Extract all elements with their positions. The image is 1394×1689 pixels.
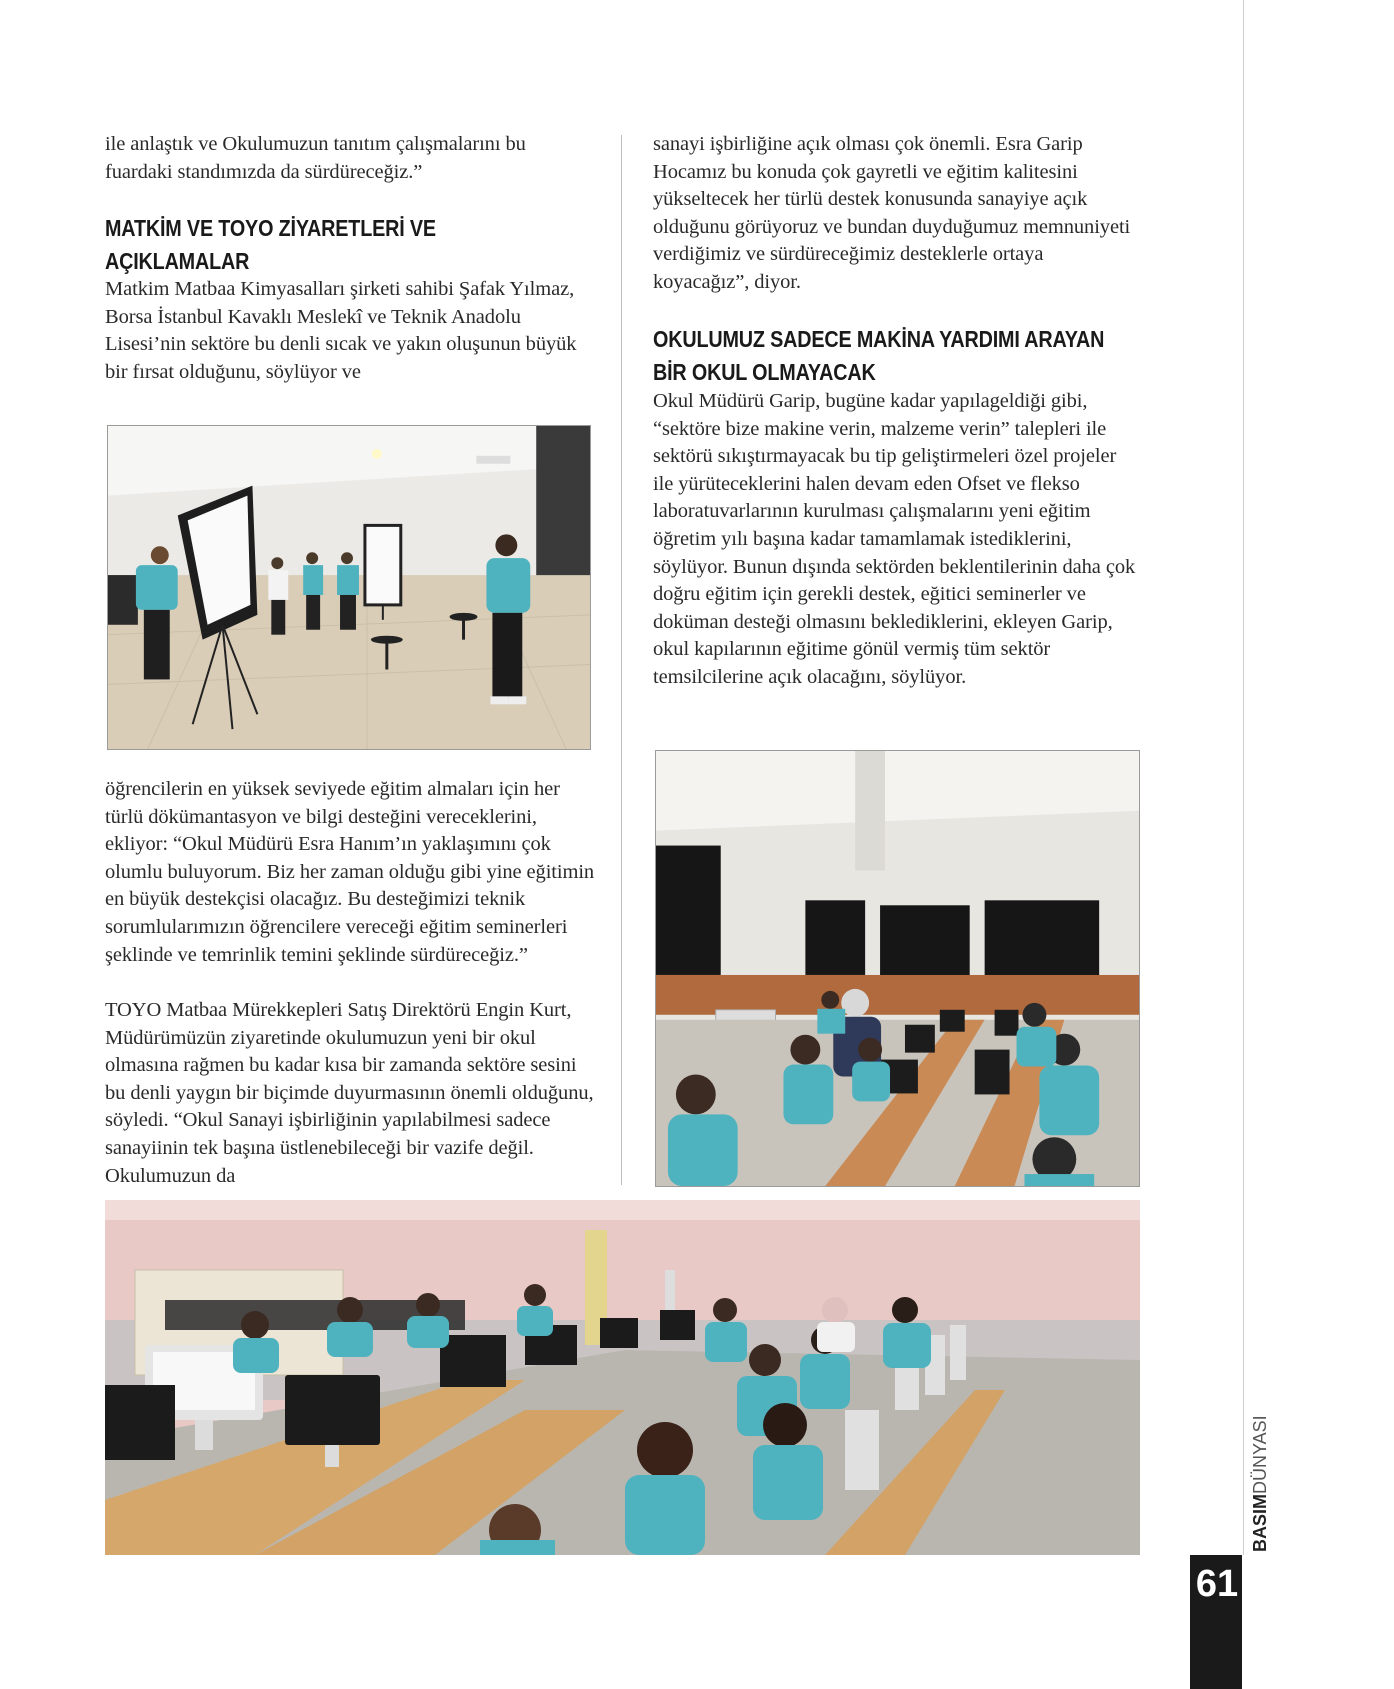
magazine-label — [1238, 1415, 1278, 1552]
photo-computer-lab — [655, 750, 1140, 1187]
col2-top-text: sanayi işbirliğine açık olması çok önemli. Esra Garip Hocamız bu konuda çok gayretli ve eğitim kalitesini yükseltecek her türlü destek konusunda sanayiye açık olduğunu görüyoruz ve bundan duyduğumuz memnuniyeti verdiğimiz ve sürdüreceğimiz desteklerle ortaya koyacağız”, diyor. — [653, 133, 1131, 293]
heading-school — [653, 323, 1169, 389]
page-number: 61 — [1195, 1563, 1239, 1605]
page-edge-line — [1243, 0, 1244, 1555]
photo-imac-lab — [105, 1200, 1140, 1555]
toyo-text: TOYO Matbaa Mürekkepleri Satış Direktörü Engin Kurt, Müdürümüzün ziyaretinde okulumuzun yeni bir okul olmasına rağmen bu kadar kısa bir zamanda sektöre sesini bu denli yaygın bir biçimde duyurmasının önemli olduğunu, söyledi. “Okul Sanayi işbirliğinin yapılabilmesi sadece sanayiinin tek başına üstlenebileceği bir vazife değil. Okulumuzun da — [105, 999, 594, 1187]
heading-school-line1: OKULUMUZ SADECE MAKİNA YARDIMI ARAYAN — [653, 326, 1105, 352]
matkim-intro-text: Matkim Matbaa Kimyasalları şirketi sahibi Şafak Yılmaz, Borsa İstanbul Kavaklı Meslekî ve Teknik Anadolu Lisesi’nin sektöre bu denli sıcak ve yakın oluşunun büyük bir fırsat olduğunu, söylüyor ve — [105, 278, 577, 383]
col1-bottom-text: öğrencilerin en yüksek seviyede eğitim almaları için her türlü dökümantasyon ve bilgi desteğini vereceklerini, ekliyor: “Okul Müdürü Esra Hanım’ın yaklaşımını çok olumlu buluyorum. Biz her zaman olduğu gibi yine eğitimin en büyük destekçisi olacağız. Bu desteğimizi teknik sorumlularımızın öğrencilere vereceği eğitim seminerleri şeklinde ve temrinlik temini şeklinde sürdüreceğiz.” — [105, 778, 595, 966]
heading-matkim — [105, 212, 587, 278]
magazine-name-bold: BASIM — [1250, 1494, 1270, 1552]
heading-matkim-line2: AÇIKLAMALAR — [105, 248, 250, 274]
heading-matkim-line1: MATKİM VE TOYO ZİYARETLERİ VE — [105, 215, 436, 241]
photo-studio — [107, 425, 591, 750]
col1-top-text: ile anlaştık ve Okulumuzun tanıtım çalışmalarını bu fuardaki standımızda da sürdüreceğiz.” — [105, 133, 526, 183]
heading-school-line2: BİR OKUL OLMAYACAK — [653, 359, 876, 385]
magazine-name-light: DÜNYASI — [1250, 1415, 1270, 1494]
column-divider — [621, 135, 622, 1185]
school-text: Okul Müdürü Garip, bugüne kadar yapılageldiği gibi, “sektöre bize makine verin, malzeme verin” talepleri ile sektörü sıkıştırmayacak bu tip geliştirmeleri özel projeler ile yürüteceklerini halen devam eden Ofset ve flekso laboratuvarlarının kurulması çalışmalarını yeni eğitim öğretim yılı başına kadar tamamlamak istediklerini, söylüyor. Bunun dışında sektörden beklentilerinin daha çok doğru eğitim için gerekli destek, eğitici seminerler ve doküman desteği olmasını beklediklerini, ekleyen Garip, okul kapılarının eğitime gönül vermiş tüm sektör temsilcilerine açık olacağını, söylüyor. — [653, 390, 1136, 688]
